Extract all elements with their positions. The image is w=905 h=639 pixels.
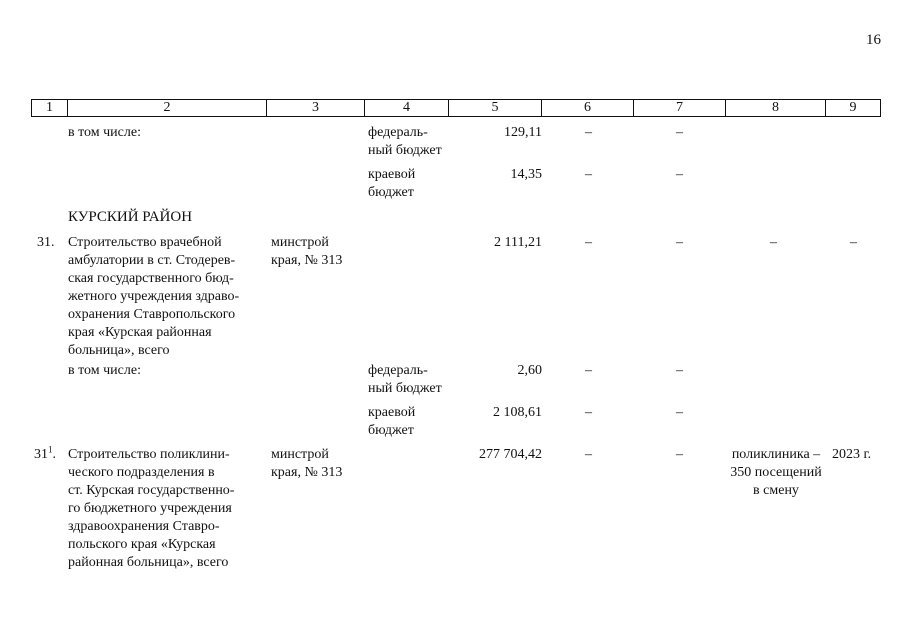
dash: – — [676, 405, 683, 420]
dash: – — [676, 235, 683, 250]
capacity-note: поликлиника – 350 посещений в смену — [730, 447, 822, 498]
responsible-body: минстрой края, № 313 — [271, 235, 343, 268]
budget-source: федераль- ный бюджет — [368, 363, 442, 396]
budget-source: федераль- ный бюджет — [368, 125, 442, 158]
column-header: 7 — [634, 100, 726, 117]
column-header: 1 — [32, 100, 68, 117]
amount: 129,11 — [504, 125, 542, 140]
column-header: 8 — [726, 100, 826, 117]
dash: – — [676, 447, 683, 462]
row-number: $31^1$. — [34, 444, 56, 462]
dash: – — [770, 235, 777, 250]
amount: 14,35 — [510, 167, 542, 182]
dash: – — [676, 363, 683, 378]
project-description: Строительство поликлини- ческого подразделения в ст. Курская государственно- го бюджетного учреждения здравоохранения Ставро- польского края «Курская районная больница», всего — [68, 447, 235, 570]
amount: 2,60 — [517, 363, 542, 378]
section-title: КУРСКИЙ РАЙОН — [68, 209, 193, 225]
amount: 2 108,61 — [493, 405, 542, 420]
budget-source: краевой бюджет — [368, 167, 416, 200]
column-header: 6 — [542, 100, 634, 117]
column-header: 3 — [267, 100, 365, 117]
row-label: в том числе: — [68, 125, 141, 140]
column-header: 2 — [68, 100, 267, 117]
column-header: 4 — [365, 100, 449, 117]
dash: – — [585, 167, 592, 182]
budget-source: краевой бюджет — [368, 405, 416, 438]
column-header: 5 — [449, 100, 542, 117]
dash: – — [585, 363, 592, 378]
responsible-body: минстрой края, № 313 — [271, 447, 343, 480]
dash: – — [676, 125, 683, 140]
dash: – — [585, 235, 592, 250]
dash: – — [585, 125, 592, 140]
row-label: в том числе: — [68, 363, 141, 378]
column-header-row — [31, 99, 881, 117]
page-number: 16 — [866, 32, 881, 48]
amount: 277 704,42 — [479, 447, 542, 462]
dash: – — [850, 235, 857, 250]
project-description: Строительство врачебной амбулатории в ст. Стодерев- ская государственного бюд- жетного учреждения здраво- охранения Ставропольского края «Курская районная больница», всего — [68, 235, 240, 358]
column-header: 9 — [826, 100, 881, 117]
dash: – — [585, 447, 592, 462]
completion-year: 2023 г. — [832, 447, 872, 462]
amount: 2 111,21 — [494, 235, 542, 250]
dash: – — [676, 167, 683, 182]
row-number: 31. — [37, 235, 55, 250]
dash: – — [585, 405, 592, 420]
